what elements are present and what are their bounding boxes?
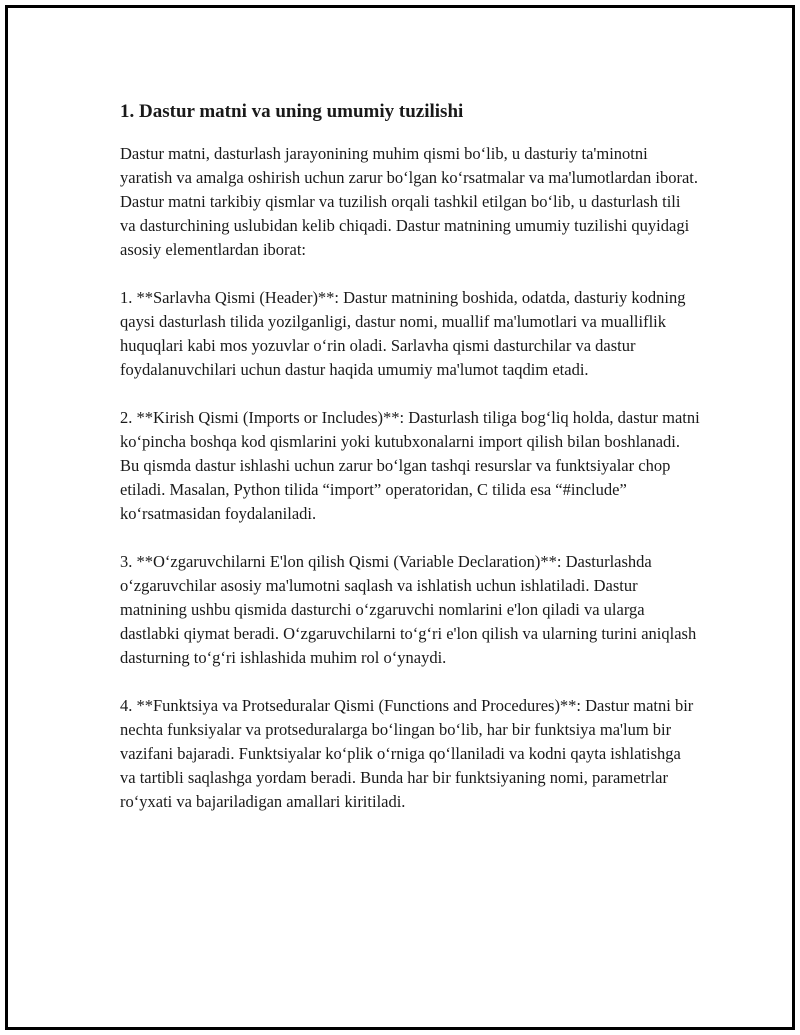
section-heading: 1. Dastur matni va uning umumiy tuzilishi [120,101,464,122]
paragraph-functions-section: 4. **Funktsiya va Protseduralar Qismi (Functions and Procedures)**: Dastur matni bir nechta funksiyalar va protseduralarga bo‘lingan bo‘lib, har bir funktsiya ma'lum bir vazifani bajaradi. Funktsiyalar ko‘plik o‘rniga qo‘llaniladi va kodni qayta ishlatishga va tartibli saqlashga yordam beradi. Bunda har bir funktsiyaning nomi, parametrlar ro‘yxati va bajariladigan amallari kiritiladi. [120,696,694,811]
intro-paragraph: Dastur matni, dasturlash jarayonining muhim qismi bo‘lib, u dasturiy ta'minotni yaratish va amalga oshirish uchun zarur bo‘lgan ko‘rsatmalar va ma'lumotlardan iborat. Dastur matni tarkibiy qismlar va tuzilish orqali tashkil etilgan bo‘lib, u dasturlash tili va dasturchining uslubidan kelib chiqadi. Dastur matnining umumiy tuzilishi quyidagi asosiy elementlardan iborat: [120,144,698,259]
paragraph-imports-section: 2. **Kirish Qismi (Imports or Includes)**: Dasturlash tiliga bog‘liq holda, dastur matni ko‘pincha boshqa kod qismlarini yoki kutubxonalarni import qilish bilan boshlanadi. Bu qismda dastur ishlashi uchun zarur bo‘lgan tashqi resurslar va funktsiyalar chop etiladi. Masalan, Python tilida “import” operatoridan, C tilida esa “#include” ko‘rsatmasidan foydalaniladi. [120,408,700,523]
paragraph-header-section: 1. **Sarlavha Qismi (Header)**: Dastur matnining boshida, odatda, dasturiy kodning qaysi dasturlash tilida yozilganligi, dastur nomi, muallif ma'lumotlari va mualliflik huquqlari kabi mos yozuvlar o‘rin oladi. Sarlavha qismi dasturchilar va dastur foydalanuvchilari uchun dastur haqida umumiy ma'lumot taqdim etadi. [120,288,686,379]
document-page [5,5,795,1030]
paragraph-variables-section: 3. **O‘zgaruvchilarni E'lon qilish Qismi (Variable Declaration)**: Dasturlashda o‘zgaruvchilar asosiy ma'lumotni saqlash va ishlatish uchun ishlatiladi. Dastur matnining ushbu qismida dasturchi o‘zgaruvchi nomlarini e'lon qiladi va ularga dastlabki qiymat beradi. O‘zgaruvchilarni to‘g‘ri e'lon qilish va ularning turini aniqlash dasturning to‘g‘ri ishlashida muhim rol o‘ynaydi. [120,552,697,667]
document-content [120,100,700,838]
